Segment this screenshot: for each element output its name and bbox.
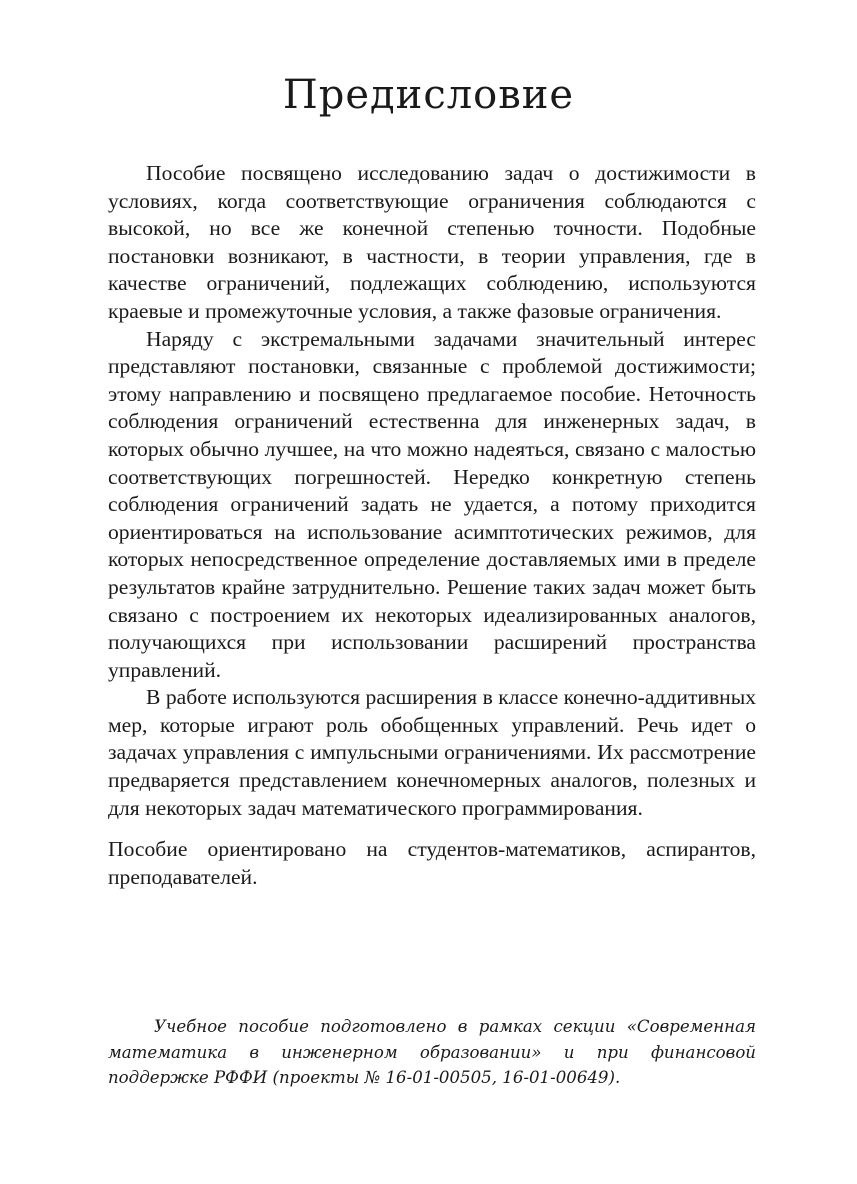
page-title: Предисловие	[282, 72, 575, 118]
audience-paragraph: Пособие ориентировано на студентов-математиков, аспирантов, преподавателей.	[108, 837, 756, 889]
paragraph-3: В работе используются расширения в классе конечно-аддитивных мер, которые играют роль обобщенных управлений. Речь идет о задачах управления с импульсными ограничениями. Их рассмотрение предваряется представлением конечномерных аналогов, полезных и для некоторых задач математического программирования.	[108, 685, 756, 820]
funding-note: Учебное пособие подготовлено в рамках секции «Современная математика в инженерном образовании» и при финансовой поддержке РФФИ (проекты № 16-01-00505, 16-01-00649).	[108, 1017, 756, 1087]
preface-body	[108, 160, 756, 891]
paragraph-2: Наряду с экстремальными задачами значительный интерес представляют постановки, связанные с проблемой достижимости; этому направлению и посвящено предлагаемое пособие. Неточность соблюдения ограничений естественна для инженерных задач, в которых обычно лучшее, на что можно надеяться, связано с малостью соответствующих погрешностей. Нередко конкретную степень соблюдения ограничений задать не удается, а потому приходится ориентироваться на использование асимптотических режимов, для которых непосредственное определение доставляемых ими в пределе результатов крайне затруднительно. Решение таких задач может быть связано с построением их некоторых идеализированных аналогов, получающихся при использовании расширений пространства управлений.	[108, 326, 756, 682]
paragraph-1: Пособие посвящено исследованию задач о достижимости в условиях, когда соответствующие ограничения соблюдаются с высокой, но все же конечной степенью точности. Подобные постановки возникают, в частности, в теории управления, где в качестве ограничений, подлежащих соблюдению, используются краевые и промежуточные условия, а также фазовые ограничения.	[108, 161, 756, 323]
